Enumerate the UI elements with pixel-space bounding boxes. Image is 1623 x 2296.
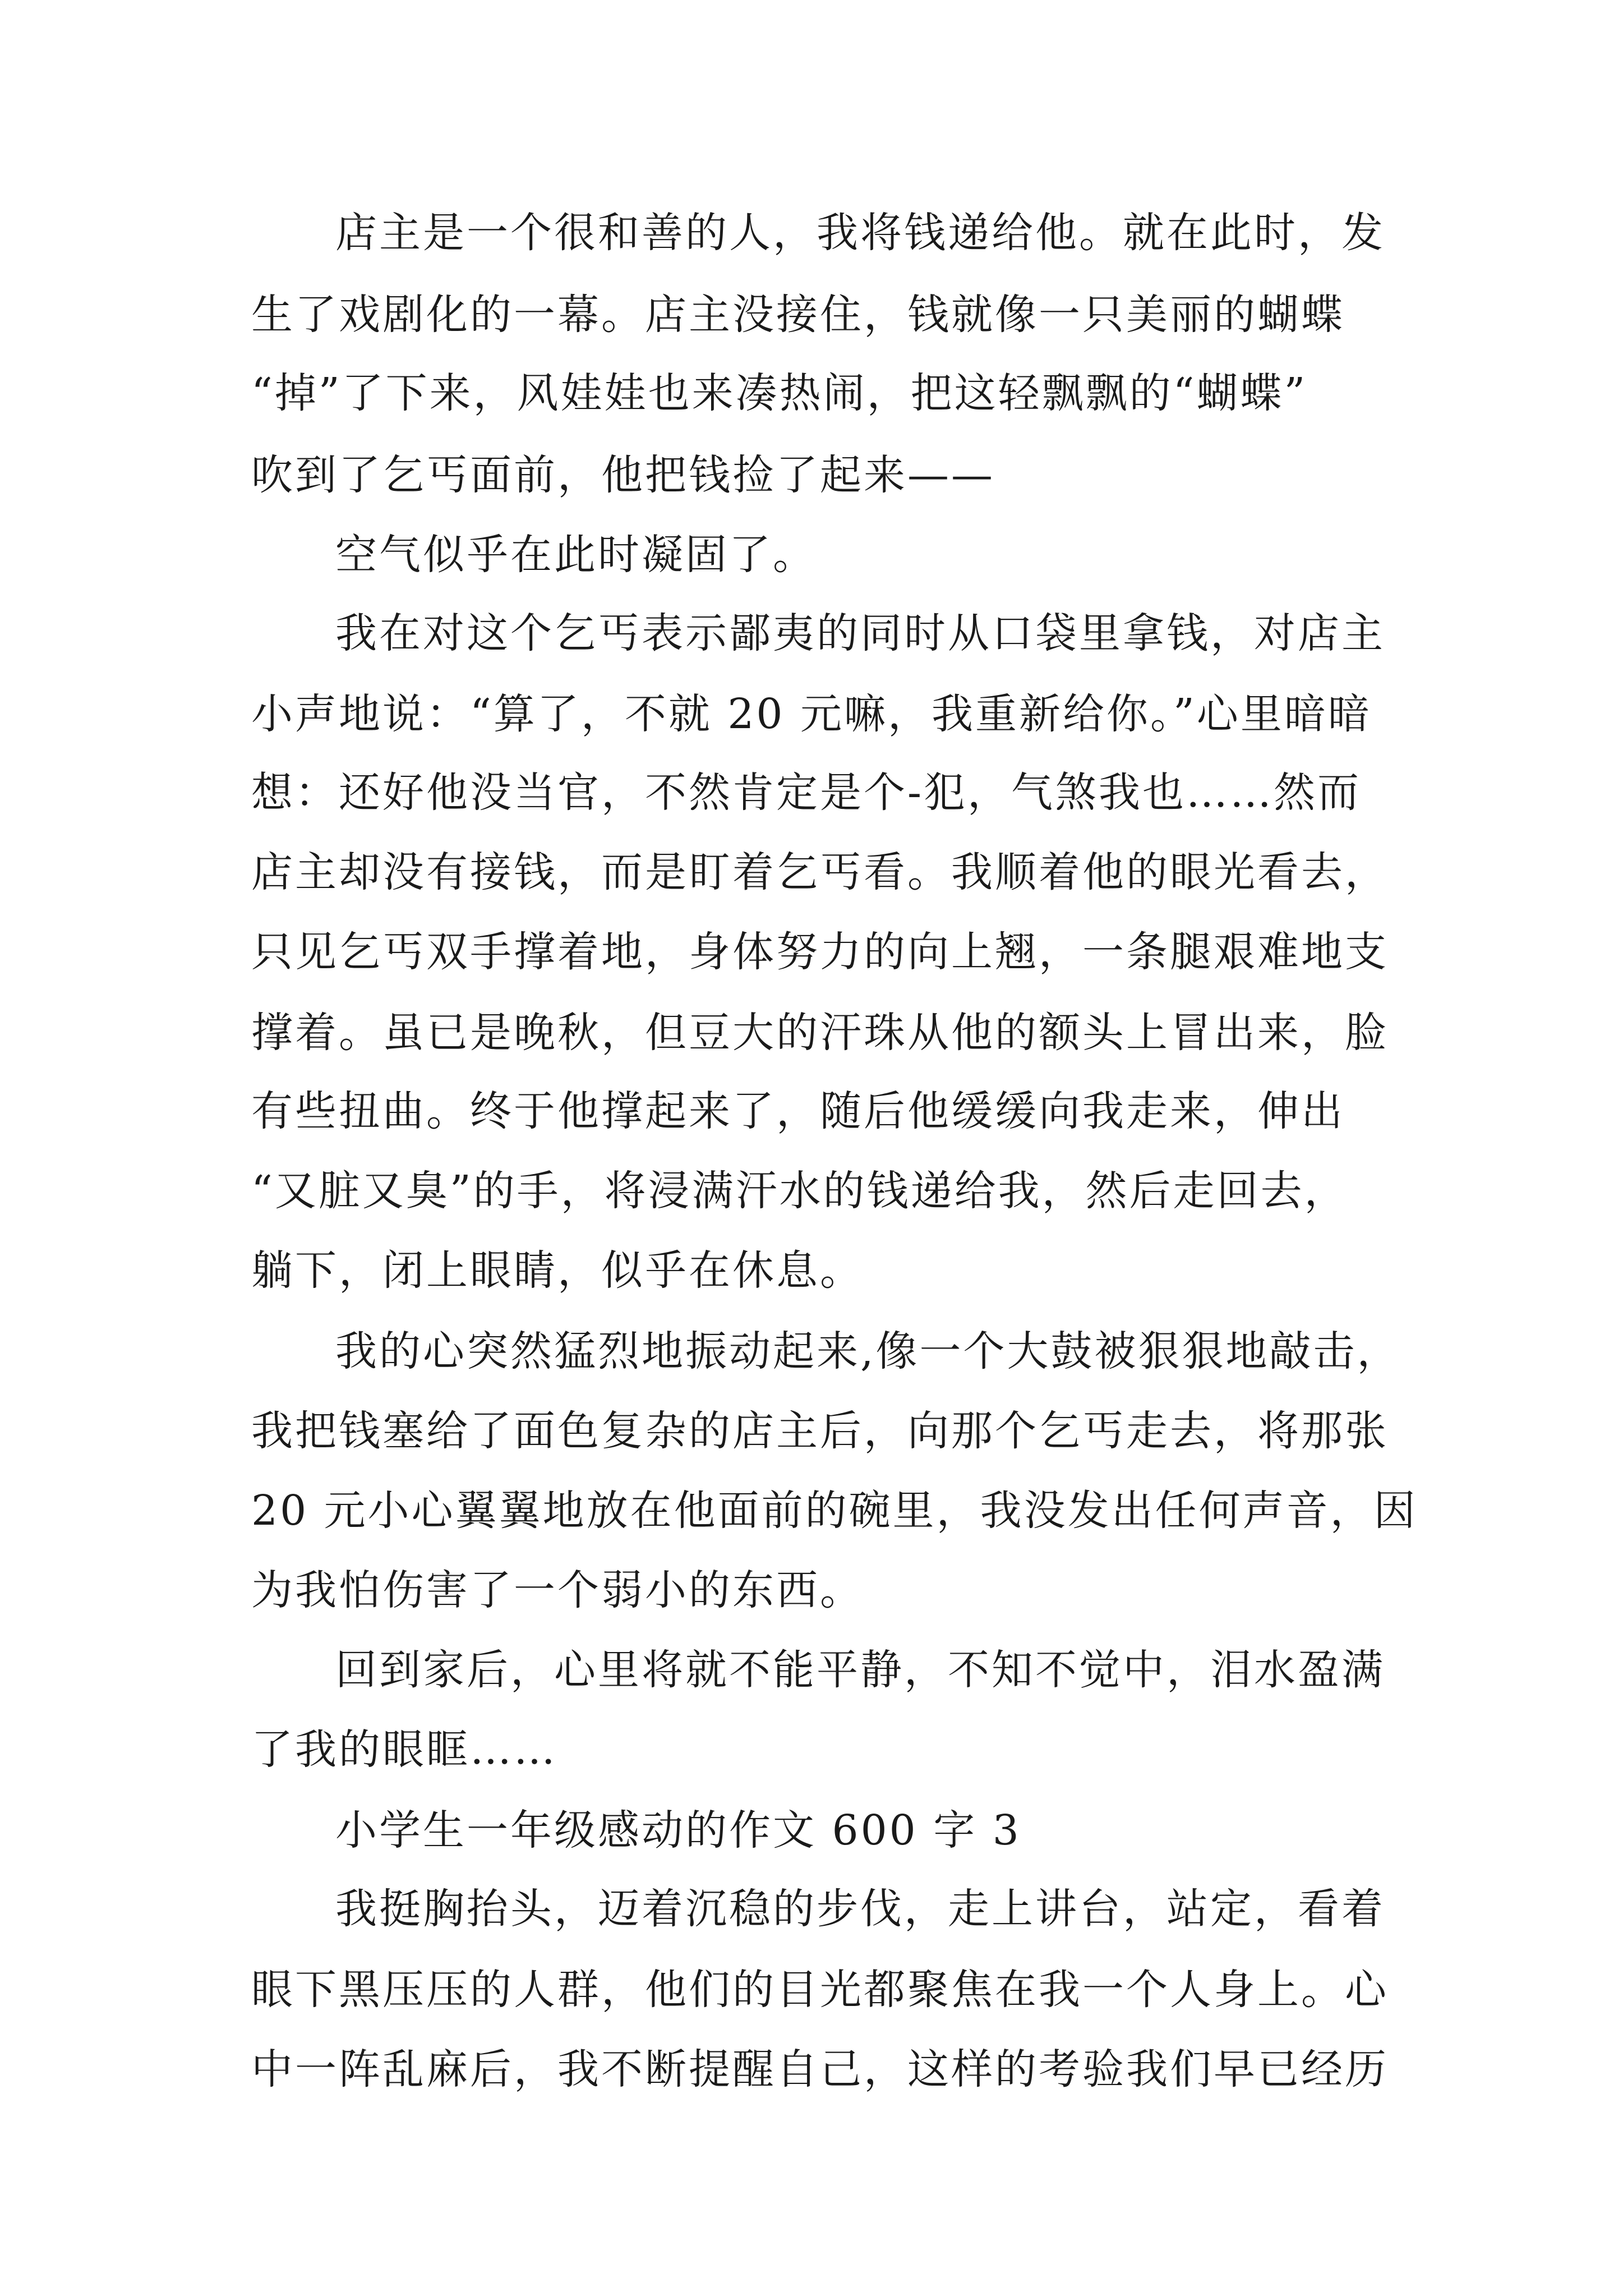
- paragraph-line: “又脏又臭”的手，将浸满汗水的钱递给我，然后走回去，: [251, 1167, 1348, 1215]
- paragraph-line: “掉”了下来，风娃娃也来凑热闹，把这轻飘飘的“蝴蝶”: [251, 369, 1308, 417]
- paragraph-line: 有些扭曲。终于他撑起来了，随后他缓缓向我走来，伸出: [251, 1087, 1345, 1135]
- paragraph-line: 我把钱塞给了面色复杂的店主后，向那个乞丐走去，将那张: [251, 1407, 1389, 1455]
- paragraph-line: 撑着。虽已是晚秋，但豆大的汗珠从他的额头上冒出来，脸: [251, 1009, 1389, 1057]
- paragraph-line: 只见乞丐双手撑着地，身体努力的向上翘，一条腿艰难地支: [251, 928, 1389, 976]
- paragraph-line: 吹到了乞丐面前，他把钱捡了起来——: [251, 451, 995, 499]
- paragraph-line: 我在对这个乞丐表示鄙夷的同时从口袋里拿钱，对店主: [335, 609, 1385, 657]
- paragraph-line: 小声地说：“算了，不就 20 元嘛，我重新给你。”心里暗暗: [251, 690, 1372, 738]
- paragraph-line: 店主却没有接钱，而是盯着乞丐看。我顺着他的眼光看去，: [251, 848, 1389, 896]
- paragraph-line: 我挺胸抬头，迈着沉稳的步伐，走上讲台，站定，看着: [335, 1885, 1385, 1933]
- paragraph-line: 我的心突然猛烈地振动起来,像一个大鼓被狠狠地敲击，: [335, 1327, 1401, 1375]
- paragraph-line: 想：还好他没当官，不然肯定是个-犯，气煞我也……然而: [251, 769, 1362, 817]
- paragraph-line: 中一阵乱麻后，我不断提醒自己，这样的考验我们早已经历: [251, 2045, 1389, 2093]
- paragraph-line: 生了戏剧化的一幕。店主没接住，钱就像一只美丽的蝴蝶: [251, 291, 1345, 339]
- paragraph-line: 眼下黑压压的人群，他们的目光都聚焦在我一个人身上。心: [251, 1966, 1389, 2014]
- paragraph-line: 店主是一个很和善的人，我将钱递给他。就在此时，发: [335, 209, 1385, 257]
- paragraph-line: 回到家后，心里将就不能平静，不知不觉中，泪水盈满: [335, 1646, 1385, 1694]
- paragraph-line: 20 元小心翼翼地放在他面前的碗里，我没发出任何声音，因: [251, 1487, 1418, 1535]
- paragraph-line: 了我的眼眶……: [251, 1726, 557, 1774]
- paragraph-line: 躺下，闭上眼睛，似乎在休息。: [251, 1246, 864, 1295]
- paragraph-line: 为我怕伤害了一个弱小的东西。: [251, 1566, 864, 1614]
- section-heading: 小学生一年级感动的作文 600 字 3: [335, 1806, 1021, 1855]
- paragraph-line: 空气似乎在此时凝固了。: [335, 531, 817, 579]
